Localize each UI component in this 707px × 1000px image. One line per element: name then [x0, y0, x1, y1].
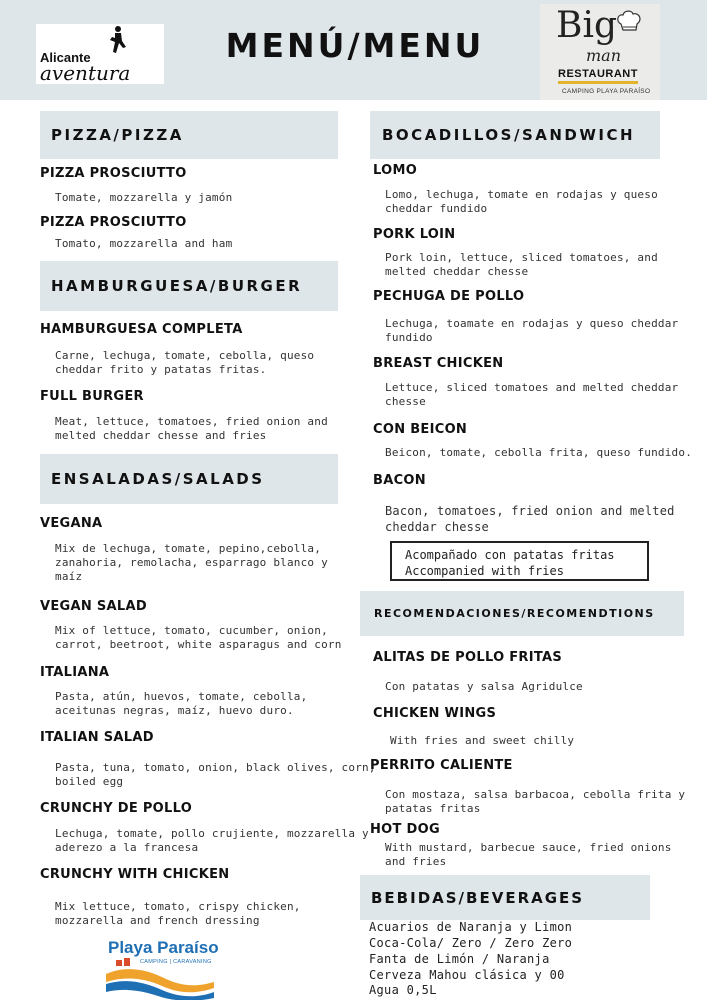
drink-item: Agua 0,5L — [369, 983, 437, 997]
logo-right-big: Big — [556, 5, 618, 46]
playa-paraiso-logo — [104, 938, 219, 1000]
menu-item-name: LOMO — [373, 163, 418, 178]
menu-item-name: ITALIAN SALAD — [40, 730, 154, 745]
menu-item-desc: With mustard, barbecue sauce, fried onions and fries — [385, 841, 672, 868]
menu-item-name: CRUNCHY WITH CHICKEN — [40, 867, 230, 882]
menu-item-desc: Lechuga, toamate en rodajas y queso cheddar fundido — [385, 317, 679, 344]
menu-item-desc: Beicon, tomate, cebolla frita, queso fundido. — [385, 446, 693, 459]
section-pizza-title: PIZZA/PIZZA — [51, 126, 184, 144]
playa-paraiso-sub: CAMPING | CARAVANING — [140, 959, 212, 965]
menu-item-name: HOT DOG — [370, 822, 440, 837]
logo-left-line2: aventura — [40, 61, 131, 85]
menu-item-desc: Mix de lechuga, tomate, pepino,cebolla, zanahoria, remolacha, esparrago blanco y maíz — [55, 542, 328, 583]
menu-item-name: BREAST CHICKEN — [373, 356, 504, 371]
section-burger-heading — [40, 261, 338, 311]
hiker-icon — [106, 26, 128, 54]
drink-item: Acuarios de Naranja y Limon — [369, 920, 573, 934]
alicante-aventura-logo — [36, 24, 164, 84]
logo-right-camping: CAMPING PLAYA PARAÍSO — [562, 88, 651, 95]
menu-item-desc: Carne, lechuga, tomate, cebolla, queso cheddar frito y patatas fritas. — [55, 349, 315, 376]
logo-right-restaurant: RESTAURANT — [558, 68, 638, 84]
menu-item-desc: Mix of lettuce, tomato, cucumber, onion, carrot, beetroot, white asparagus and corn — [55, 624, 342, 651]
menu-item-name: PECHUGA DE POLLO — [373, 289, 525, 304]
menu-item-name: PIZZA PROSCIUTTO — [40, 215, 187, 230]
menu-item-desc: Pork loin, lettuce, sliced tomatoes, and melted cheddar chesse — [385, 251, 658, 278]
section-sandwich-title: BOCADILLOS/SANDWICH — [382, 126, 636, 144]
menu-item-name: CHICKEN WINGS — [373, 706, 497, 721]
menu-item-desc: Lomo, lechuga, tomate en rodajas y queso cheddar fundido — [385, 188, 658, 215]
menu-item-desc: Lechuga, tomate, pollo crujiente, mozzarella y aderezo a la francesa — [55, 827, 369, 854]
menu-item-name: PIZZA PROSCIUTTO — [40, 166, 187, 181]
section-recommend-heading — [360, 591, 684, 636]
menu-item-desc: Mix lettuce, tomato, crispy chicken, mozzarella and french dressing — [55, 900, 301, 927]
drink-item: Cerveza Mahou clásica y 00 — [369, 968, 565, 982]
section-recommend-title: RECOMENDACIONES/RECOMENDTIONS — [374, 607, 655, 620]
section-sandwich-heading — [370, 111, 660, 159]
drink-item: Coca-Cola/ Zero / Zero Zero — [369, 936, 573, 950]
menu-item-name: PORK LOIN — [373, 227, 456, 242]
menu-item-name: HAMBURGUESA COMPLETA — [40, 322, 243, 337]
menu-item-desc: Pasta, tuna, tomato, onion, black olives, corn, boiled egg — [55, 761, 376, 788]
menu-item-name: VEGANA — [40, 516, 103, 531]
page-title: MENÚ/MENU — [225, 26, 485, 65]
section-burger-title: HAMBURGUESA/BURGER — [51, 277, 303, 295]
section-salads-heading — [40, 454, 338, 504]
menu-item-desc: Con mostaza, salsa barbacoa, cebolla frita y patatas fritas — [385, 788, 686, 815]
menu-item-name: VEGAN SALAD — [40, 599, 147, 614]
menu-item-desc: Meat, lettuce, tomatoes, fried onion and melted cheddar chesse and fries — [55, 415, 328, 442]
big-man-restaurant-logo — [540, 4, 660, 100]
menu-item-name: BACON — [373, 473, 426, 488]
menu-item-name: CON BEICON — [373, 422, 468, 437]
section-pizza-heading — [40, 111, 338, 159]
section-drinks-heading — [360, 875, 650, 920]
menu-item-desc: Con patatas y salsa Agridulce — [385, 680, 583, 693]
playa-paraiso-name: Playa Paraíso — [108, 938, 219, 957]
header-band — [0, 0, 707, 100]
menu-item-desc: Bacon, tomatoes, fried onion and melted cheddar chesse — [385, 504, 675, 534]
chef-hat-icon — [616, 10, 642, 34]
menu-item-name: PERRITO CALIENTE — [370, 758, 513, 773]
logo-left-line1: Alicante — [40, 50, 91, 65]
menu-item-desc: Tomato, mozzarella and ham — [55, 237, 233, 250]
section-salads-title: ENSALADAS/SALADS — [51, 470, 265, 488]
section-drinks-title: BEBIDAS/BEVERAGES — [371, 888, 585, 907]
menu-item-name: CRUNCHY DE POLLO — [40, 801, 193, 816]
menu-item-desc: With fries and sweet chilly — [390, 734, 575, 747]
fries-note-box — [390, 541, 649, 581]
menu-item-name: FULL BURGER — [40, 389, 144, 404]
logo-right-man: man — [586, 46, 622, 65]
drink-item: Fanta de Limón / Naranja — [369, 952, 550, 966]
fries-note-text: Acompañado con patatas fritas Accompanied with fries — [405, 548, 615, 578]
menu-item-name: ITALIANA — [40, 665, 110, 680]
menu-item-name: ALITAS DE POLLO FRITAS — [373, 650, 563, 665]
menu-item-desc: Tomate, mozzarella y jamón — [55, 191, 233, 204]
menu-item-desc: Pasta, atún, huevos, tomate, cebolla, aceitunas negras, maíz, huevo duro. — [55, 690, 308, 717]
menu-item-desc: Lettuce, sliced tomatoes and melted cheddar chesse — [385, 381, 679, 408]
